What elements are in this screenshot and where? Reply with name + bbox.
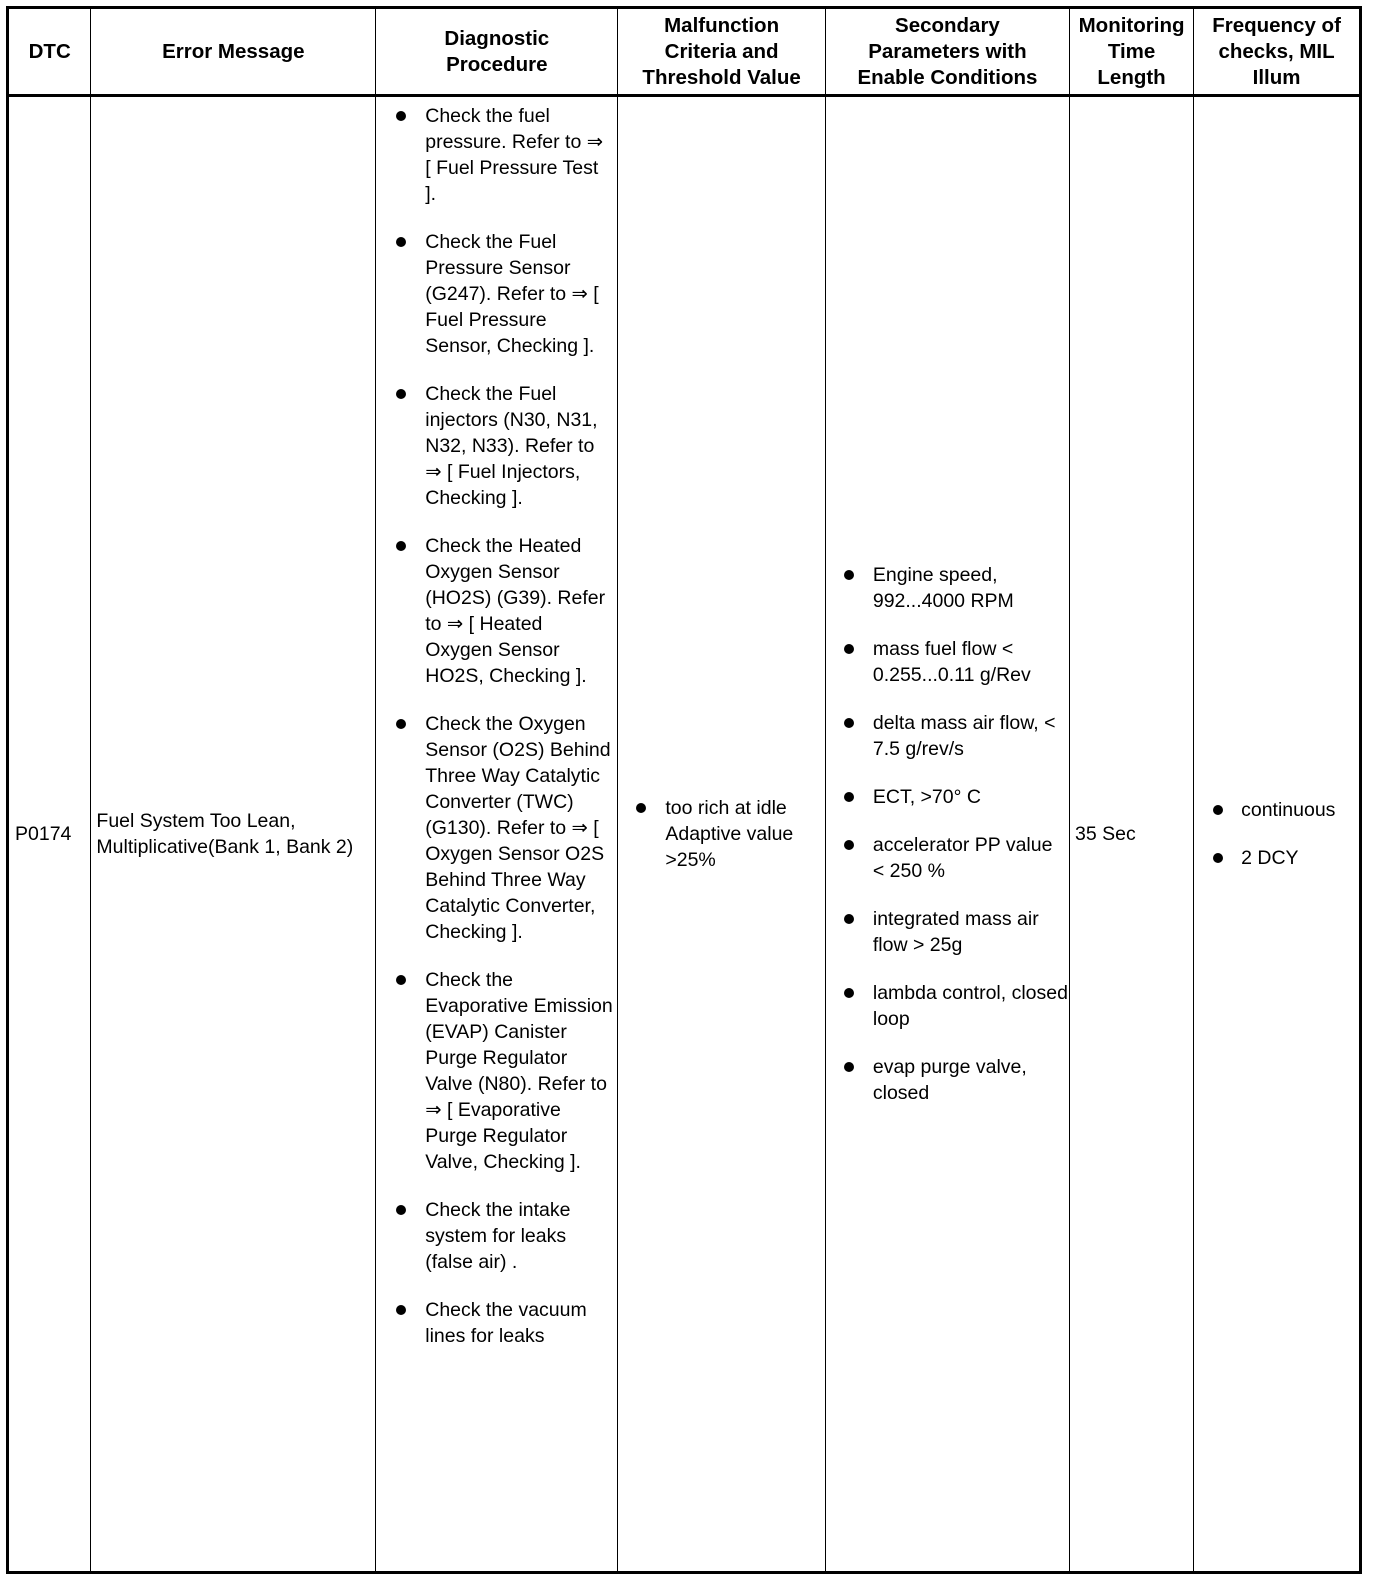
bullet-icon xyxy=(844,914,854,924)
bullet-icon xyxy=(396,541,406,551)
parameter-text: evap purge valve, closed xyxy=(872,1056,1027,1104)
procedure-item xyxy=(376,381,613,511)
secondary-parameters-list xyxy=(826,562,1069,1106)
procedure-text: Check the fuel pressure. Refer to ⇒ [ Fuel Pressure Test ]. xyxy=(425,105,604,205)
parameter-item xyxy=(826,1054,1069,1106)
parameter-text: mass fuel flow < 0.255...0.11 g/Rev xyxy=(872,638,1031,686)
parameter-text: integrated mass air flow > 25g xyxy=(872,908,1039,956)
parameter-item xyxy=(826,562,1069,614)
header-dtc: DTC xyxy=(8,8,91,96)
criteria-list xyxy=(618,795,825,873)
bullet-icon xyxy=(844,988,854,998)
bullet-icon xyxy=(636,803,646,813)
cell-error-message: Fuel System Too Lean, Multiplicative(Bank 1, Bank 2) xyxy=(91,96,376,1573)
header-malfunction-criteria: Malfunction Criteria and Threshold Value xyxy=(618,8,826,96)
procedure-text: Check the Fuel Pressure Sensor (G247). Refer to ⇒ [ Fuel Pressure Sensor, Checking ]. xyxy=(425,231,599,357)
bullet-icon xyxy=(396,1305,406,1315)
header-secondary-parameters: Secondary Parameters with Enable Conditions xyxy=(825,8,1069,96)
bullet-icon xyxy=(396,1205,406,1215)
procedure-item xyxy=(376,103,613,207)
parameter-text: accelerator PP value < 250 % xyxy=(872,834,1053,882)
bullet-icon xyxy=(844,718,854,728)
procedure-list xyxy=(376,103,613,1349)
parameter-text: ECT, >70° C xyxy=(872,786,981,808)
parameter-item xyxy=(826,636,1069,688)
procedure-text: Check the Heated Oxygen Sensor (HO2S) (G39). Refer to ⇒ [ Heated Oxygen Sensor HO2S, Checking ]. xyxy=(425,535,606,687)
bullet-icon xyxy=(844,644,854,654)
header-error-message: Error Message xyxy=(91,8,376,96)
procedure-item xyxy=(376,711,613,945)
parameter-item xyxy=(826,832,1069,884)
parameter-text: delta mass air flow, < 7.5 g/rev/s xyxy=(872,712,1056,760)
cell-dtc: P0174 xyxy=(8,96,91,1573)
procedure-text: Check the intake system for leaks (false air) . xyxy=(425,1199,571,1273)
frequency-list xyxy=(1194,797,1359,871)
bullet-icon xyxy=(396,719,406,729)
bullet-icon xyxy=(396,975,406,985)
bullet-icon xyxy=(844,570,854,580)
procedure-text: Check the Oxygen Sensor (O2S) Behind Three Way Catalytic Converter (TWC) (G130). Refer to ⇒ [ Oxygen Sensor O2S Behind Three Way Catalytic Converter, Checking ]. xyxy=(425,713,611,943)
cell-malfunction-criteria xyxy=(618,96,826,1573)
criteria-text: too rich at idle Adaptive value >25% xyxy=(665,797,794,871)
parameter-item xyxy=(826,906,1069,958)
bullet-icon xyxy=(844,1062,854,1072)
parameter-item xyxy=(826,710,1069,762)
procedure-item xyxy=(376,229,613,359)
parameter-item xyxy=(826,784,1069,810)
bullet-icon xyxy=(396,237,406,247)
bullet-icon xyxy=(396,389,406,399)
bullet-icon xyxy=(396,111,406,121)
procedure-item xyxy=(376,1297,613,1349)
dtc-table xyxy=(6,6,1362,1574)
header-row xyxy=(8,8,1361,96)
parameter-text: Engine speed, 992...4000 RPM xyxy=(872,564,1014,612)
procedure-item xyxy=(376,533,613,689)
frequency-item xyxy=(1194,845,1359,871)
cell-frequency xyxy=(1194,96,1361,1573)
criteria-item xyxy=(618,795,825,873)
parameter-text: lambda control, closed loop xyxy=(872,982,1068,1030)
parameter-item xyxy=(826,980,1069,1032)
bullet-icon xyxy=(844,792,854,802)
cell-diagnostic-procedure xyxy=(376,96,618,1573)
bullet-icon xyxy=(844,840,854,850)
procedure-item xyxy=(376,1197,613,1275)
frequency-item xyxy=(1194,797,1359,823)
procedure-text: Check the Fuel injectors (N30, N31, N32, N33). Refer to ⇒ [ Fuel Injectors, Checking ]. xyxy=(425,383,598,509)
procedure-text: Check the vacuum lines for leaks xyxy=(425,1299,587,1347)
table-row xyxy=(8,96,1361,1573)
cell-monitoring-time: 35 Sec xyxy=(1070,96,1194,1573)
frequency-text: continuous xyxy=(1241,799,1336,821)
bullet-icon xyxy=(1213,853,1223,863)
frequency-text: 2 DCY xyxy=(1241,847,1299,869)
cell-secondary-parameters xyxy=(825,96,1069,1573)
procedure-text: Check the Evaporative Emission (EVAP) Canister Purge Regulator Valve (N80). Refer to ⇒ [ Evaporative Purge Regulator Valve, Checking ]. xyxy=(425,969,613,1173)
header-diagnostic-procedure: Diagnostic Procedure xyxy=(376,8,618,96)
header-frequency: Frequency of checks, MIL Illum xyxy=(1194,8,1361,96)
bullet-icon xyxy=(1213,805,1223,815)
procedure-item xyxy=(376,967,613,1175)
header-monitoring-time: Monitoring Time Length xyxy=(1070,8,1194,96)
